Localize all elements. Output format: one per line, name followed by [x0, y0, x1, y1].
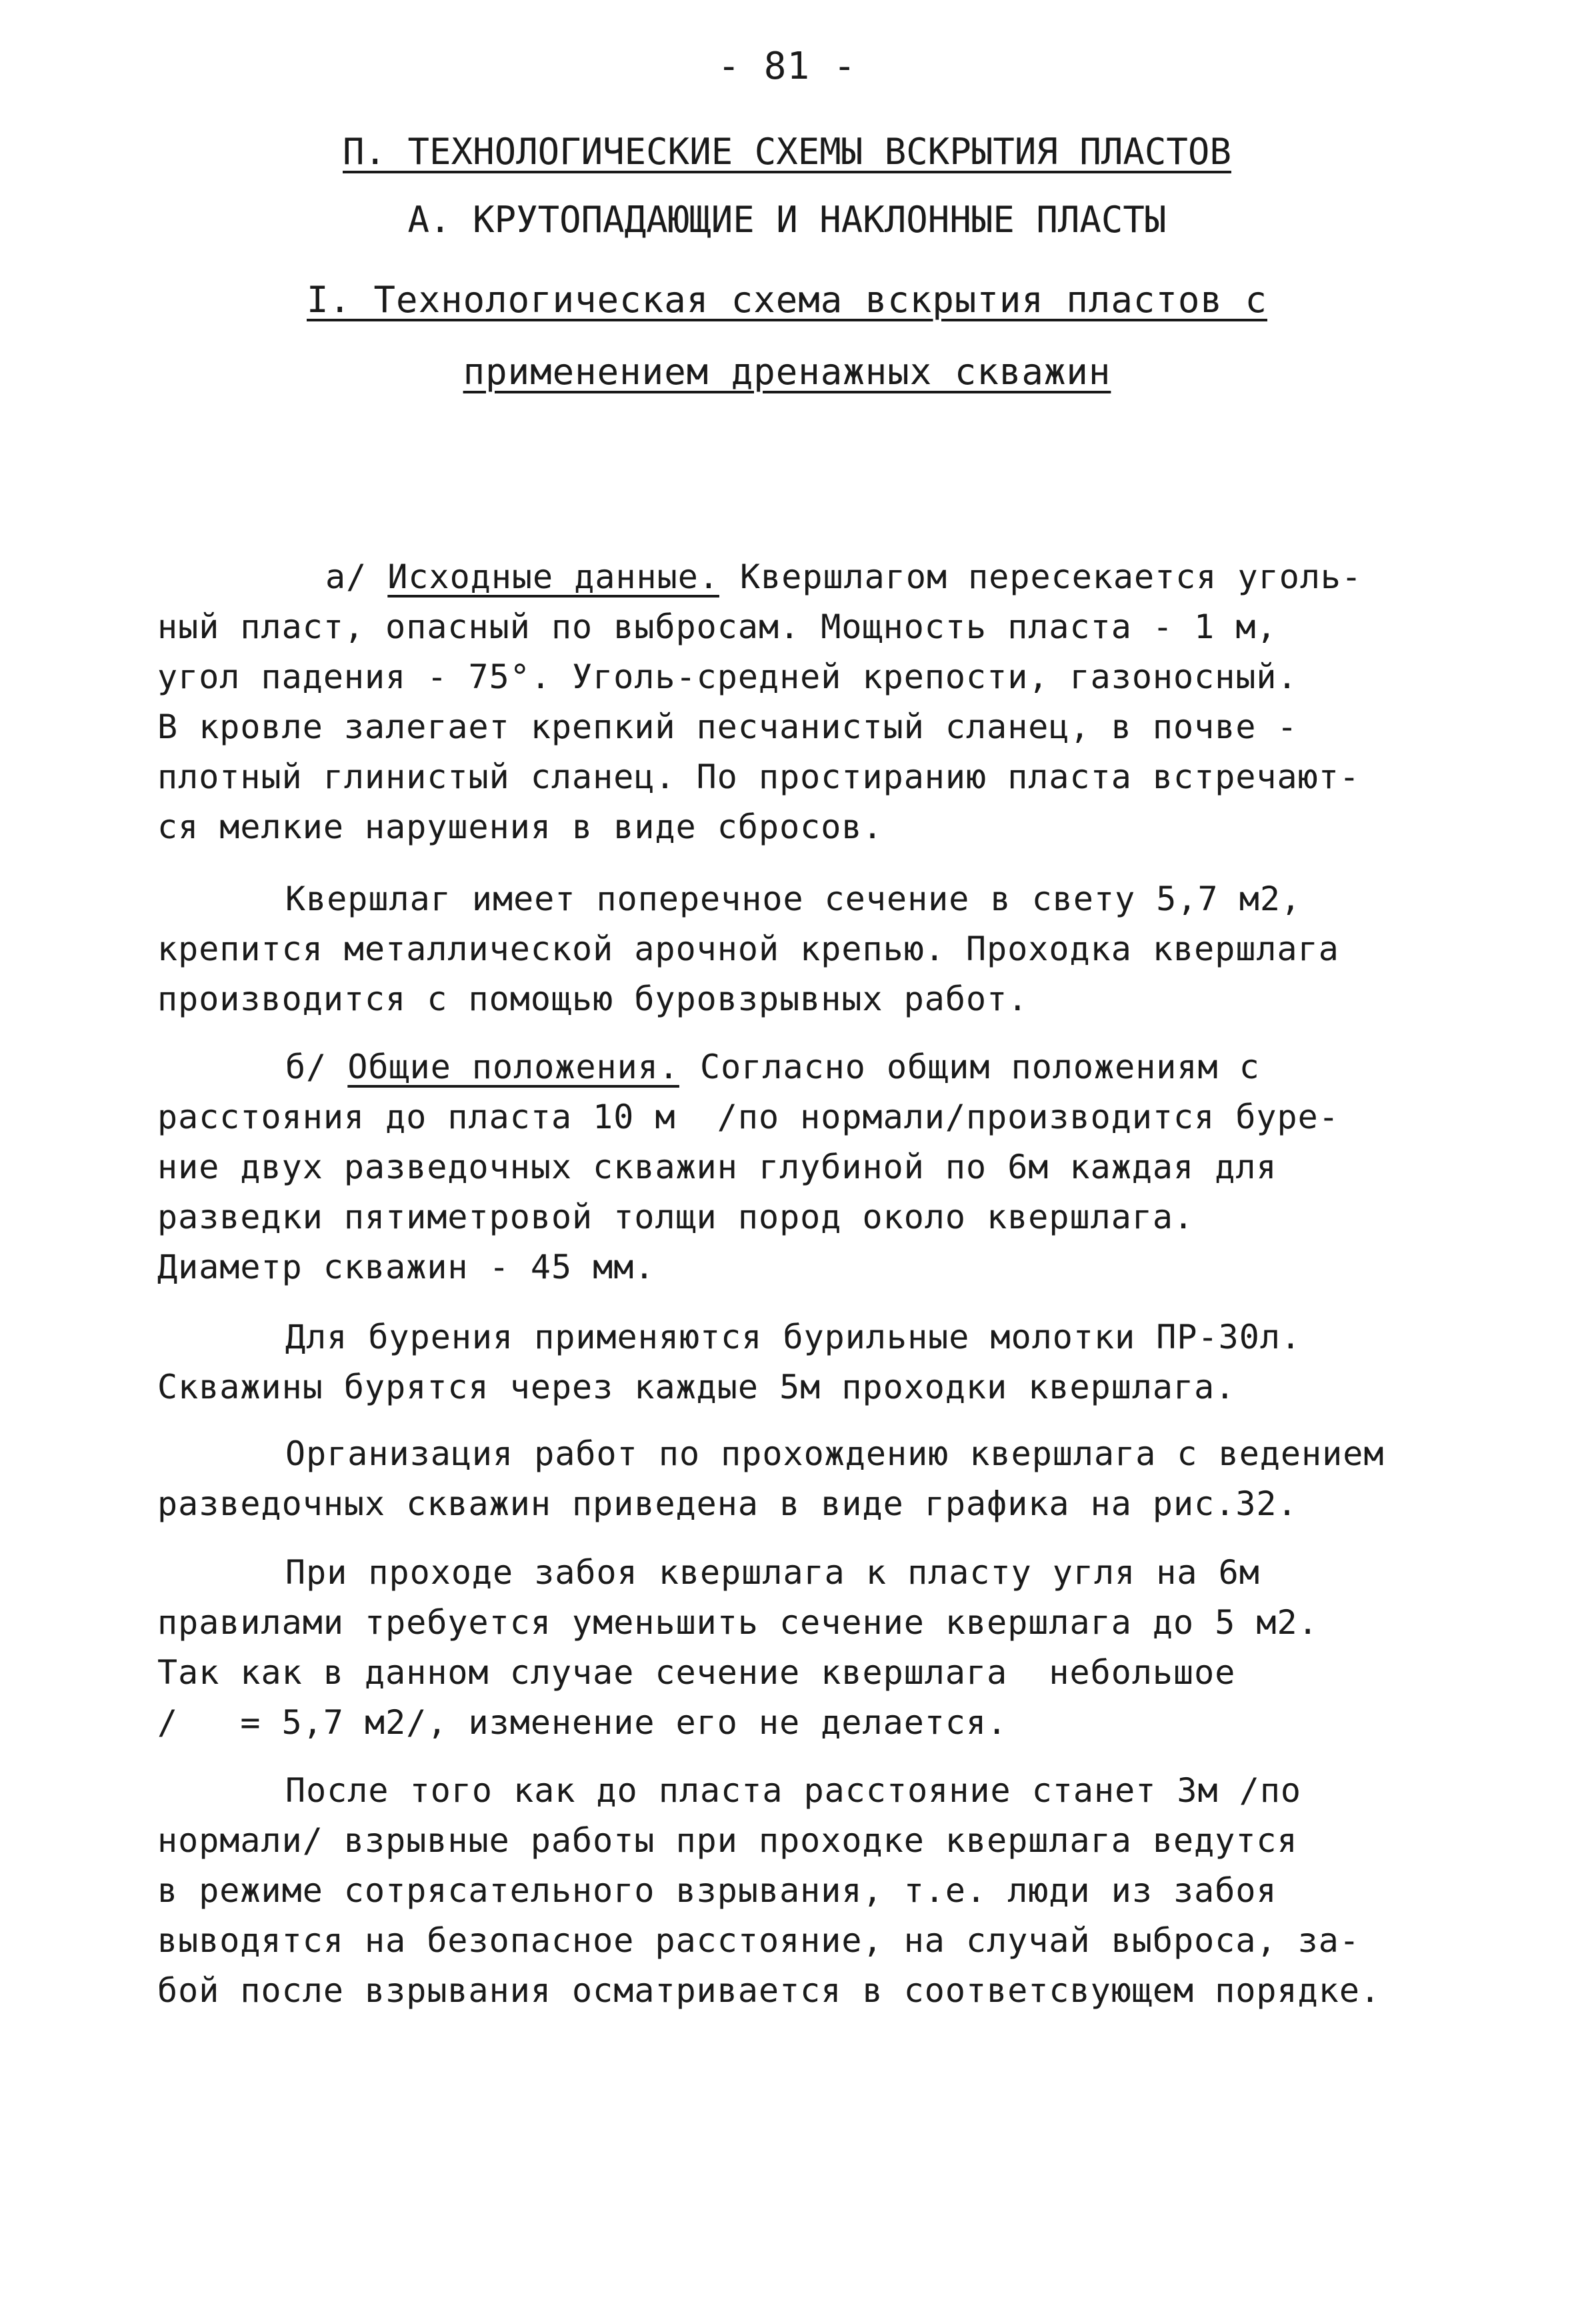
- para-b-line-2: расстояния до пласта 10 м /по нормали/производится буре-: [157, 1098, 1339, 1136]
- blasting-line-5: бой после взрывания осматривается в соответсвующем порядке.: [157, 1971, 1381, 2010]
- scheme-title-line-1: I. Технологическая схема вскрытия пластов с: [307, 279, 1267, 321]
- crosscut-line-3: производится с помощью буровзрывных работ.: [157, 980, 1029, 1018]
- blasting-line-4: выводятся на безопасное расстояние, на случай выброса, за-: [157, 1921, 1360, 1960]
- section-line-4: / = 5,7 м2/, изменение его не делается.: [157, 1703, 1008, 1742]
- organization-line-1: Организация работ по прохождению квершлага с ведением: [285, 1434, 1385, 1473]
- crosscut-line-2: крепится металлической арочной крепью. Проходка квершлага: [157, 930, 1339, 968]
- para-b-prefix: б/: [285, 1048, 348, 1086]
- blasting-line-2: нормали/ взрывные работы при проходке квершлага ведутся: [157, 1821, 1298, 1860]
- para-a-prefix: а/: [325, 557, 388, 596]
- section-heading: П. ТЕХНОЛОГИЧЕСКИЕ СХЕМЫ ВСКРЫТИЯ ПЛАСТОВ: [343, 131, 1231, 173]
- para-a-line-2: ный пласт, опасный по выбросам. Мощность пласта - 1 м,: [157, 608, 1277, 646]
- blasting-line-1: После того как до пласта расстояние станет 3м /по: [285, 1771, 1302, 1810]
- para-a-line-6: ся мелкие нарушения в виде сбросов.: [157, 808, 883, 846]
- para-a-line-3: угол падения - 75°. Уголь-средней крепости, газоносный.: [157, 658, 1298, 696]
- crosscut-line-1: Квершлаг имеет поперечное сечение в свету 5,7 м2,: [285, 880, 1302, 918]
- para-b-line-5: Диаметр скважин - 45 мм.: [157, 1248, 655, 1286]
- para-b-line-4: разведки пятиметровой толщи пород около квершлага.: [157, 1198, 1195, 1236]
- drilling-line-2: Скважины бурятся через каждые 5м проходки квершлага.: [157, 1368, 1236, 1406]
- para-b-label: Общие положения.: [347, 1048, 679, 1086]
- para-b-line-1-rest: Согласно общим положениям с: [679, 1048, 1260, 1086]
- blasting-line-3: в режиме сотрясательного взрывания, т.е. люди из забоя: [157, 1871, 1277, 1910]
- drilling-line-1: Для бурения применяются бурильные молотки ПР-30л.: [285, 1318, 1302, 1356]
- section-line-3: Так как в данном случае сечение квершлага небольшое: [157, 1653, 1236, 1692]
- para-a-line-5: плотный глинистый сланец. По простиранию пласта встречают-: [157, 758, 1360, 796]
- subsection-heading: А. КРУТОПАДАЮЩИЕ И НАКЛОННЫЕ ПЛАСТЫ: [407, 199, 1167, 241]
- page-number: - 81 -: [717, 45, 857, 88]
- para-a-label: Исходные данные.: [387, 557, 719, 596]
- para-a-line-1: [325, 557, 1362, 597]
- para-b-line-1: [285, 1047, 1260, 1087]
- para-a-line-4: В кровле залегает крепкий песчанистый сланец, в почве -: [157, 708, 1298, 746]
- para-b-line-3: ние двух разведочных скважин глубиной по 6м каждая для: [157, 1148, 1277, 1186]
- section-line-1: При проходе забоя квершлага к пласту угля на 6м: [285, 1553, 1260, 1592]
- para-a-line-1-rest: Квершлагом пересекается уголь-: [719, 557, 1363, 596]
- organization-line-2: разведочных скважин приведена в виде графика на рис.32.: [157, 1484, 1298, 1523]
- scheme-title-line-2: применением дренажных скважин: [463, 351, 1111, 393]
- section-line-2: правилами требуется уменьшить сечение квершлага до 5 м2.: [157, 1603, 1319, 1642]
